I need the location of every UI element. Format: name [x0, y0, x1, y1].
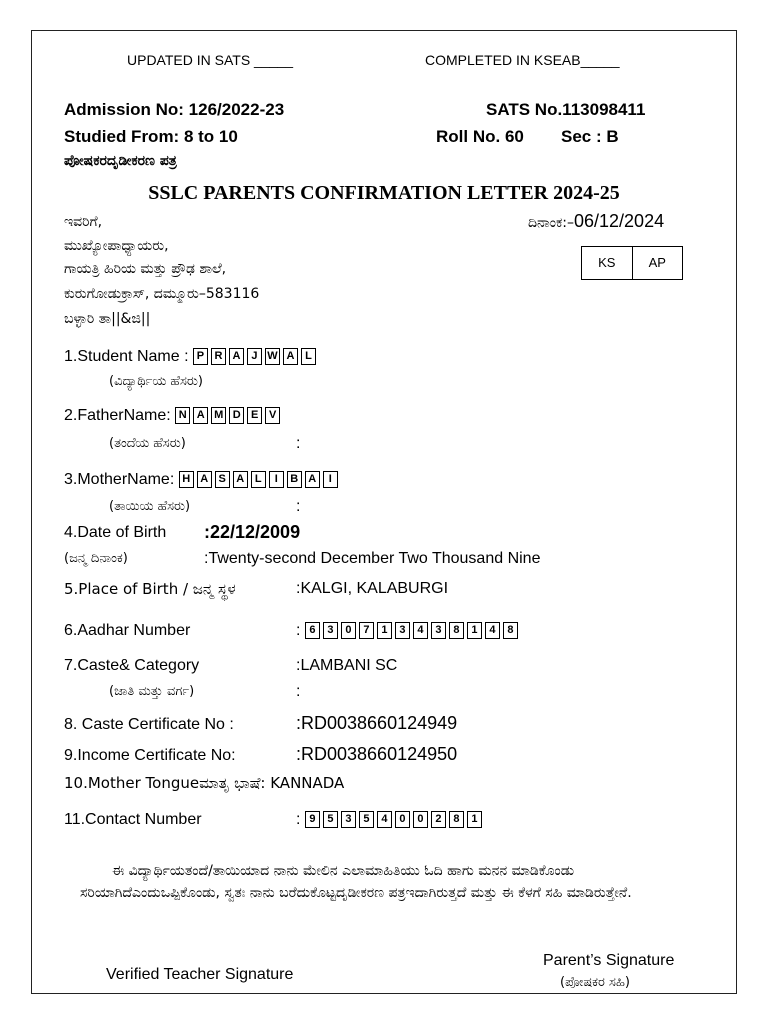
- caste-label: 7.Caste& Category: [64, 657, 200, 674]
- document-title: SSLC PARENTS CONFIRMATION LETTER 2024-25: [148, 182, 620, 204]
- char-box: D: [229, 407, 244, 424]
- student-name-kn: (ವಿದ್ಯಾರ್ಥಿಯ ಹೆಸರು): [109, 374, 203, 389]
- father-name-row: [64, 407, 280, 425]
- dob-label: 4.Date of Birth: [64, 524, 167, 541]
- char-box: 5: [323, 811, 338, 828]
- address-line-3: ಗಾಯತ್ರಿ ಹಿರಿಯ ಮತ್ತು ಪ್ರೌಢ ಶಾಲೆ,: [64, 261, 227, 277]
- admission-no: Admission No: 126/2022-23: [64, 100, 285, 119]
- aadhar-row: [296, 622, 518, 640]
- address-line-1: ಇವರಿಗೆ,: [64, 214, 103, 230]
- char-box: W: [265, 348, 280, 365]
- contact-colon: :: [296, 811, 301, 828]
- caste-colon: :: [296, 683, 301, 700]
- caste-cert-label: 8. Caste Certificate No :: [64, 716, 234, 733]
- char-box: L: [301, 348, 316, 365]
- mother-tongue: 10.Mother Tongueಮಾತೃ ಭಾಷೆ: KANNADA: [64, 774, 345, 792]
- aadhar-label: 6.Aadhar Number: [64, 622, 191, 639]
- char-box: 2: [431, 811, 446, 828]
- contact-boxes: [305, 811, 482, 828]
- mother-name-kn: (ತಾಯಿಯ ಹೆಸರು): [109, 499, 191, 514]
- date-block: [528, 211, 664, 232]
- parent-signature-label: Parent’s Signature: [543, 952, 675, 969]
- char-box: 0: [341, 622, 356, 639]
- student-name-boxes: [193, 348, 316, 365]
- dob-words: :Twenty-second December Two Thousand Nine: [204, 550, 541, 567]
- char-box: 6: [305, 622, 320, 639]
- char-box: 4: [413, 622, 428, 639]
- declaration-text: ಈ ವಿದ್ಯಾರ್ಥಿಯತಂದೆ/ತಾಯಿಯಾದ ನಾನು ಮೇಲಿನ ಎಲಾಮಾಹಿತಿಯು ಓದಿ ಹಾಗು ಮನನ ಮಾಡಿಕೊಂಡು ಸರಿಯಾಗಿದೆಎಂದುಒಪ್ಪಿಕೊಂಡು, ಸ್ವತಃ ನಾನು ಬರೆದುಕೊಟ್ಟದೃಡೀಕರಣ ಪತ್ರಇದಾಗಿರುತ್ತದೆ ಮತ್ತು ಈ ಕೆಳಗೆ ಸಹಿ ಮಾಡಿರುತ್ತೇನೆ.: [80, 863, 632, 901]
- kannada-subtitle: ಪೋಷಕರದೃಡೀಕರಣ ಪತ್ರ: [64, 153, 177, 169]
- contact-label: 11.Contact Number: [64, 811, 202, 828]
- father-name-boxes: [175, 407, 280, 424]
- char-box: 3: [323, 622, 338, 639]
- char-box: I: [269, 471, 284, 488]
- char-box: 9: [305, 811, 320, 828]
- address-line-2: ಮುಖ್ಯೋಪಾಧ್ಯಾಯರು,: [64, 238, 169, 254]
- char-box: 1: [377, 622, 392, 639]
- mother-name-boxes: [179, 471, 338, 488]
- pob-value: :KALGI, KALABURGI: [296, 580, 449, 597]
- char-box: 1: [467, 811, 482, 828]
- char-box: R: [211, 348, 226, 365]
- char-box: 7: [359, 622, 374, 639]
- studied-from: Studied From: 8 to 10: [64, 127, 238, 146]
- char-box: 0: [395, 811, 410, 828]
- code-table: [581, 246, 683, 280]
- date-label: ದಿನಾಂಕ:–: [528, 215, 574, 231]
- income-cert-label: 9.Income Certificate No:: [64, 747, 236, 764]
- dob-kn: (ಜನ್ಮ ದಿನಾಂಕ): [64, 551, 128, 566]
- char-box: B: [287, 471, 302, 488]
- code-ks: KS: [598, 255, 616, 270]
- contact-row: [296, 811, 482, 829]
- char-box: P: [193, 348, 208, 365]
- mother-colon: :: [296, 498, 301, 515]
- char-box: 8: [449, 811, 464, 828]
- char-box: M: [211, 407, 226, 424]
- char-box: 8: [503, 622, 518, 639]
- char-box: 4: [485, 622, 500, 639]
- father-name-label: 2.FatherName:: [64, 407, 171, 424]
- updated-in-sats: UPDATED IN SATS _____: [127, 52, 293, 68]
- char-box: A: [233, 471, 248, 488]
- char-box: 3: [395, 622, 410, 639]
- code-ap: AP: [632, 247, 683, 279]
- mother-name-label: 3.MotherName:: [64, 471, 175, 488]
- char-box: A: [283, 348, 298, 365]
- address-line-5: ಬಳ್ಳಾರಿ ತಾ||&ಜಿ||: [64, 311, 151, 327]
- student-name-label: 1.Student Name :: [64, 348, 189, 365]
- father-colon: :: [296, 435, 301, 452]
- char-box: A: [193, 407, 208, 424]
- pob-label: 5.Place of Birth / ಜನ್ಮ ಸ್ಥಳ: [64, 580, 236, 598]
- sats-no: SATS No.113098411: [486, 100, 646, 119]
- char-box: 4: [377, 811, 392, 828]
- char-box: E: [247, 407, 262, 424]
- char-box: J: [247, 348, 262, 365]
- mother-name-row: [64, 471, 338, 489]
- section: Sec : B: [561, 127, 619, 146]
- char-box: H: [179, 471, 194, 488]
- char-box: S: [215, 471, 230, 488]
- char-box: A: [197, 471, 212, 488]
- aadhar-colon: :: [296, 622, 301, 639]
- char-box: 0: [413, 811, 428, 828]
- address-line-4: ಕುರುಗೋಡುಕ್ರಾಸ್, ದಮ್ಮೂರು–583116: [64, 286, 260, 302]
- caste-cert-value: :RD0038660124949: [296, 713, 458, 733]
- teacher-signature-label: Verified Teacher Signature: [106, 966, 294, 983]
- char-box: 8: [449, 622, 464, 639]
- date-value: 06/12/2024: [574, 211, 665, 231]
- father-name-kn: (ತಂದೆಯ ಹೆಸರು): [109, 436, 186, 451]
- student-name-row: [64, 348, 316, 366]
- income-cert-value: :RD0038660124950: [296, 744, 458, 764]
- aadhar-boxes: [305, 622, 518, 639]
- char-box: 3: [431, 622, 446, 639]
- parent-signature-kn: (ಪೋಷಕರ ಸಹಿ): [560, 975, 630, 990]
- char-box: A: [229, 348, 244, 365]
- completed-in-kseab: COMPLETED IN KSEAB_____: [425, 52, 620, 68]
- char-box: 1: [467, 622, 482, 639]
- caste-value: :LAMBANI SC: [296, 657, 398, 674]
- char-box: 3: [341, 811, 356, 828]
- roll-no: Roll No. 60: [436, 127, 524, 146]
- char-box: I: [323, 471, 338, 488]
- char-box: V: [265, 407, 280, 424]
- char-box: A: [305, 471, 320, 488]
- char-box: 5: [359, 811, 374, 828]
- char-box: N: [175, 407, 190, 424]
- dob-value: :22/12/2009: [204, 522, 301, 542]
- caste-kn: (ಜಾತಿ ಮತ್ತು ವರ್ಗ): [109, 684, 195, 699]
- char-box: L: [251, 471, 266, 488]
